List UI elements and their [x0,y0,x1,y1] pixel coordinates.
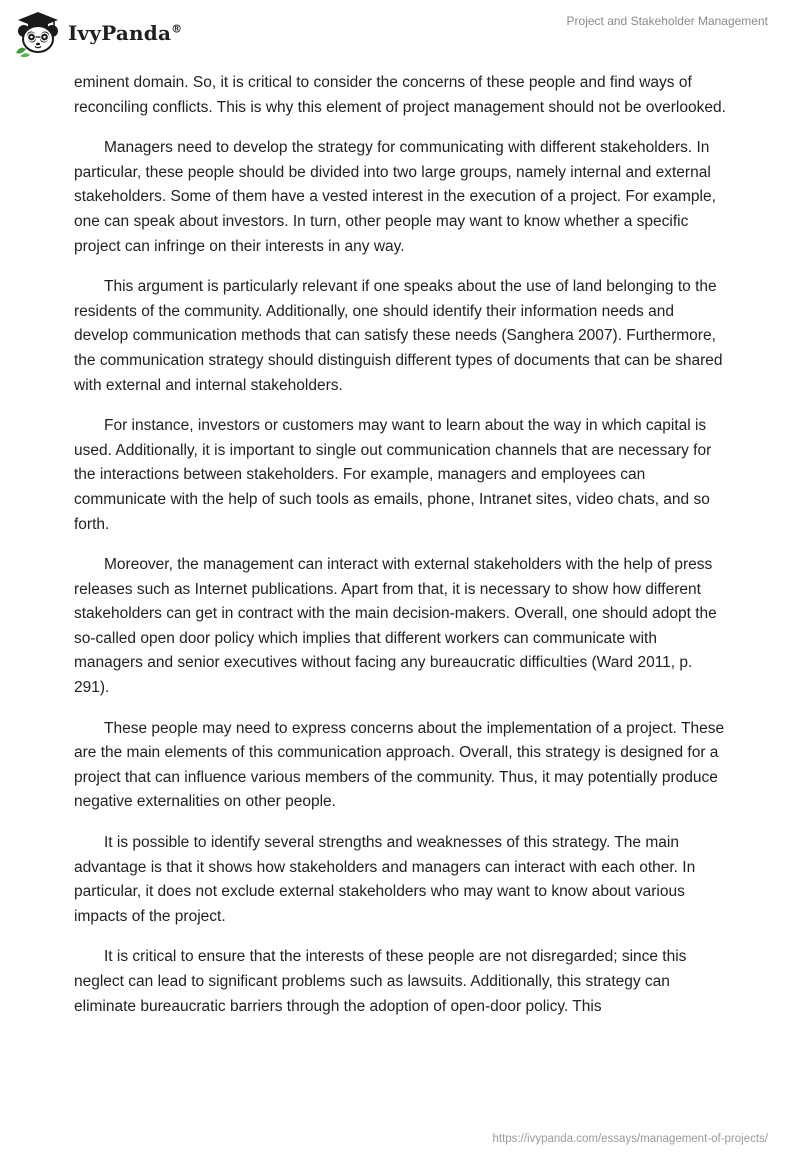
panda-graduate-icon [14,9,62,57]
essay-body [74,71,728,1035]
ivypanda-logo[interactable] [14,8,182,58]
paragraph: eminent domain. So, it is critical to consider the concerns of these people and find ways of reconciling conflicts. This is why this element of project management should not be overlooked. [74,74,726,116]
paragraph: It is critical to ensure that the interests of these people are not disregarded; since this neglect can lead to significant problems such as lawsuits. Additionally, this strategy can eliminate bureaucratic barriers through the adoption of open-door policy. This [74,948,687,1015]
paragraph: This argument is particularly relevant if one speaks about the use of land belonging to the residents of the community. Additionally, one should identify their information needs and develop communication methods that can satisfy these needs (Sanghera 2007). Furthermore, the communication strategy should distinguish different types of documents that can be shared with external and internal stakeholders. [74,278,723,394]
brand-name: IvyPanda® [68,21,183,45]
paragraph: For instance, investors or customers may want to learn about the way in which capital is used. Additionally, it is important to single out communication channels that are necessary for the interactions between stakeholders. For example, managers and employees can communicate with the help of such tools as emails, phone, Intranet sites, video chats, and so forth. [74,417,712,533]
paragraph: Managers need to develop the strategy for communicating with different stakeholders. In particular, these people should be divided into two large groups, namely internal and external stakeholders. Some of them have a vested interest in the execution of a project. For example, one can speak about investors. In turn, other people may want to know whether a specific project can infringe on their interests in any way. [74,139,716,255]
paragraph: It is possible to identify several strengths and weaknesses of this strategy. The main advantage is that it shows how stakeholders and managers can interact with each other. In particular, it does not exclude external stakeholders who may want to know about various impacts of the project. [74,834,696,925]
paragraph: These people may need to express concerns about the implementation of a project. These are the main elements of this communication approach. Overall, this strategy is designed for a project that can influence various members of the community. Thus, it may potentially produce negative externalities on other people. [74,719,725,811]
document-title: Project and Stakeholder Management [566,14,768,28]
paragraph: Moreover, the management can interact with external stakeholders with the help of press releases such as Internet publications. Apart from that, it is necessary to show how different stakeholders can get in contract with the main decision-makers. Overall, one should adopt the so-called open door policy which implies that different workers can communicate with managers and senior executives without facing any bureaucratic difficulties (Ward 2011, p. 291). [74,556,717,697]
source-url-link[interactable]: https://ivypanda.com/essays/management-of-projects/ [492,1133,768,1145]
page-header [0,0,800,70]
